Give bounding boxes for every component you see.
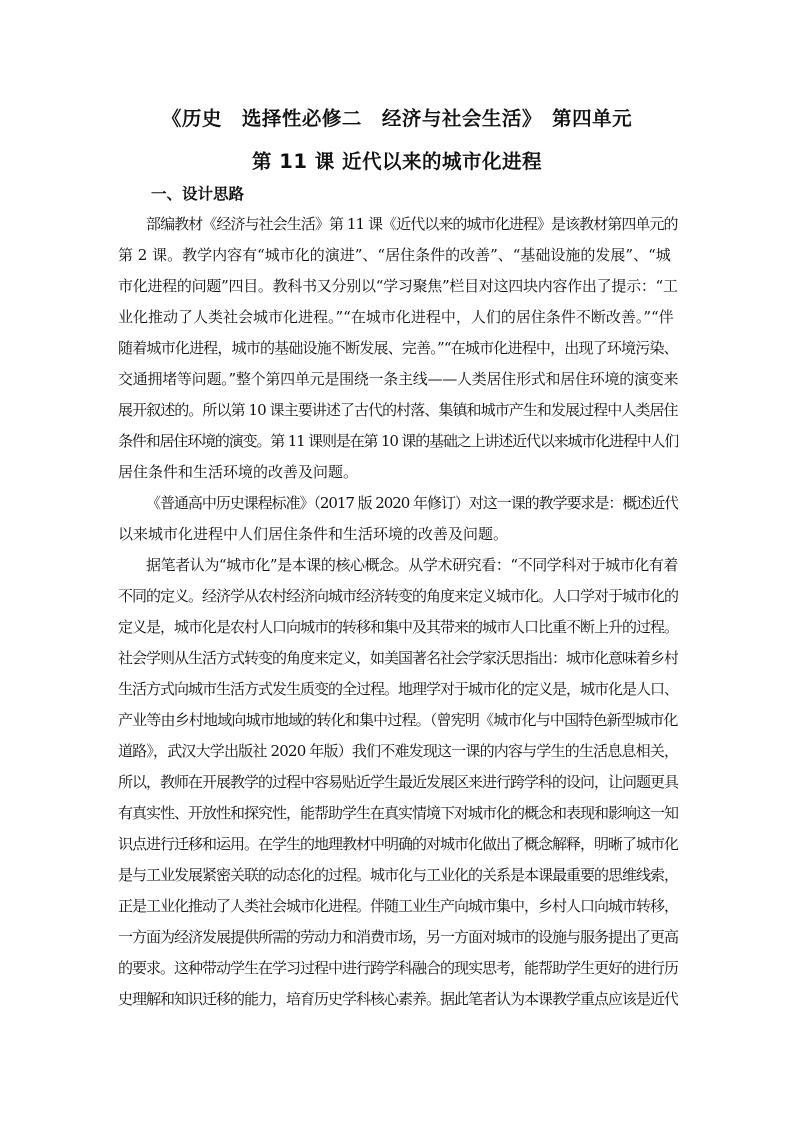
paragraph-line: 一方面为经济发展提供所需的劳动力和消费市场，另一方面对城市的设施与服务提出了更高 (118, 928, 678, 946)
paragraph-line: 正是工业化推动了人类社会城市化进程。伴随工业生产向城市集中，乡村人口向城市转移， (118, 897, 678, 915)
paragraph-line: 据笔者认为“城市化”是本课的核心概念。从学术研究看：“不同学科对于城市化有着 (146, 556, 678, 574)
paragraph-line: 识点进行迁移和运用。在学生的地理教材中明确的对城市化做出了概念解释，明晰了城市化 (118, 835, 678, 853)
paragraph-line: 的要求。这种带动学生在学习过程中进行跨学科融合的现实思考，能帮助学生更好的进行历 (118, 959, 678, 977)
course-title: 《历史 选择性必修二 经济与社会生活》 第四单元 (161, 107, 633, 130)
paragraph-line: 产业等由乡村地域向城市地域的转化和集中过程。（曾宪明《城市化与中国特色新型城市化 (118, 711, 678, 729)
paragraph-line: 交通拥堵等问题。”整个第四单元是围绕一条主线——人类居住形式和居住环境的演变来 (118, 370, 678, 388)
paragraph-line: 定义是，城市化是农村人口向城市的转移和集中及其带来的城市人口比重不断上升的过程。 (118, 618, 678, 636)
paragraph-line: 所以，教师在开展教学的过程中容易贴近学生最近发展区来进行跨学科的设问，让问题更具 (118, 773, 678, 791)
paragraph-line: 部编教材《经济与社会生活》第 11 课《近代以来的城市化进程》是该教材第四单元的 (146, 215, 678, 233)
paragraph-line: 《普通高中历史课程标准》（2017 版 2020 年修订）对这一课的教学要求是：概述近代 (146, 494, 678, 512)
paragraph-line: 生活方式向城市生活方式发生质变的全过程。地理学对于城市化的定义是，城市化是人口、 (118, 680, 678, 698)
paragraph-line: 有真实性、开放性和探究性，能帮助学生在真实情境下对城市化的概念和表现和影响这一知 (118, 804, 678, 822)
lesson-title: 第 11 课 近代以来的城市化进程 (251, 150, 542, 173)
paragraph-line: 社会学则从生活方式转变的角度来定义，如美国著名社会学家沃思指出：城市化意味着乡村 (118, 649, 678, 667)
paragraph-line: 史理解和知识迁移的能力，培育历史学科核心素养。据此笔者认为本课教学重点应该是近代 (118, 990, 678, 1008)
paragraph-line: 条件和居住环境的演变。第 11 课则是在第 10 课的基础之上讲述近代以来城市化进程中人们 (118, 432, 678, 450)
paragraph-line: 是与工业发展紧密关联的动态化的过程。城市化与工业化的关系是本课最重要的思维线索， (118, 866, 678, 884)
paragraph-line: 市化进程的问题”四目。教科书又分别以“学习聚焦”栏目对这四块内容作出了提示：“工 (118, 277, 678, 295)
paragraph-line: 展开叙述的。所以第 10 课主要讲述了古代的村落、集镇和城市产生和发展过程中人类居住 (118, 401, 678, 419)
paragraph-line: 业化推动了人类社会城市化进程。”“在城市化进程中，人们的居住条件不断改善。”“伴 (118, 308, 674, 326)
paragraph-line: 居住条件和生活环境的改善及问题。 (118, 463, 359, 481)
paragraph-line: 以来城市化进程中人们居住条件和生活环境的改善及问题。 (118, 525, 509, 543)
section-heading: 一、设计思路 (151, 185, 245, 203)
paragraph-line: 道路》，武汉大学出版社 2020 年版）我们不难发现这一课的内容与学生的生活息息相关， (118, 742, 678, 760)
paragraph-line: 随着城市化进程，城市的基础设施不断发展、完善。”“在城市化进程中，出现了环境污染、 (118, 339, 678, 357)
paragraph-line: 不同的定义。经济学从农村经济向城市经济转变的角度来定义城市化。人口学对于城市化的 (118, 587, 678, 605)
paragraph-line: 第 2 课。教学内容有“城市化的演进”、“居住条件的改善”、“基础设施的发展”、“城 (118, 246, 671, 264)
